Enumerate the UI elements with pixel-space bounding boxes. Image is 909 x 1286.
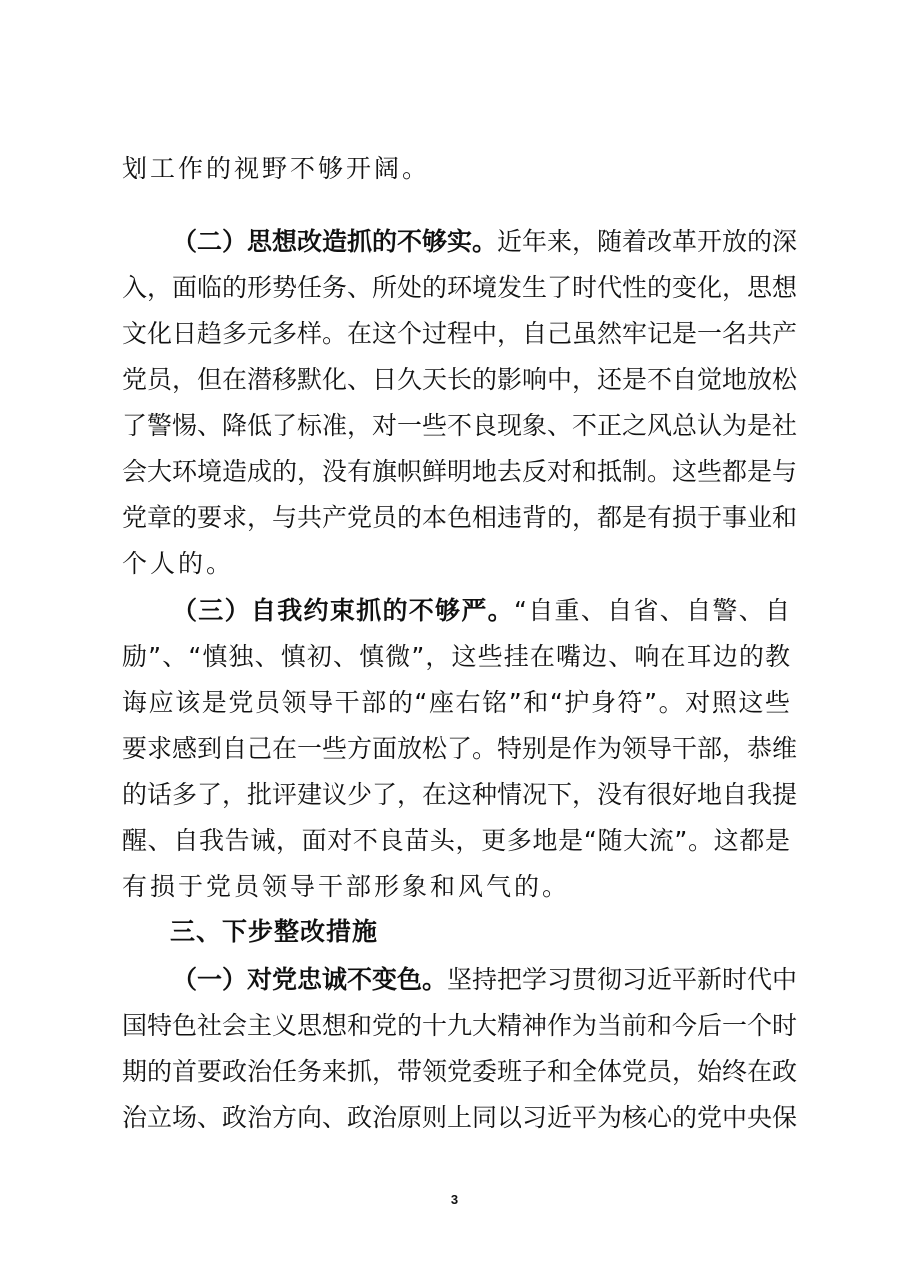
page-number: 3 [450, 1192, 459, 1207]
paragraph-line: 诲应该是党员领导干部的“座右铭”和“护身符”。对照这些 [122, 688, 790, 717]
section-heading: 三、下步整改措施 [170, 917, 379, 946]
paragraph-text: 近年来，随着改革开放的深 [497, 227, 798, 256]
paragraph-line: 醒、自我告诫，面对不良苗头，更多地是“随大流”。这都是 [122, 826, 790, 855]
paragraph-line: 文化日趋多元多样。在这个过程中，自己虽然牢记是一名共产 [122, 319, 798, 348]
paragraph-line [172, 962, 798, 998]
paragraph-line: 国特色社会主义思想和党的十九大精神作为当前和今后一个时 [122, 1011, 798, 1040]
paragraph-line: 入，面临的形势任务、所处的环境发生了时代性的变化，思想 [122, 273, 798, 302]
paragraph-line: 励”、“慎独、慎初、慎微”，这些挂在嘴边、响在耳边的教 [122, 642, 790, 671]
paragraph-line: 个人的。 [122, 549, 235, 578]
paragraph-line [172, 593, 790, 629]
subsection-title: （一）对党忠诚不变色。 [172, 965, 448, 994]
paragraph-line: 党章的要求，与共产党员的本色相违背的，都是有损于事业和 [122, 503, 798, 532]
paragraph-line: 治立场、政治方向、政治原则上同以习近平为核心的党中央保 [122, 1103, 798, 1132]
paragraph-line [172, 224, 798, 260]
paragraph-line: 划工作的视野不够开阔。 [122, 154, 431, 183]
paragraph-line: 会大环境造成的，没有旗帜鲜明地去反对和抵制。这些都是与 [122, 457, 798, 486]
paragraph-line: 期的首要政治任务来抓，带领党委班子和全体党员，始终在政 [122, 1057, 798, 1086]
paragraph-line: 要求感到自己在一些方面放松了。特别是作为领导干部，恭维 [122, 734, 798, 763]
paragraph-line: 了警惕、降低了标准，对一些不良现象、不正之风总认为是社 [122, 411, 798, 440]
paragraph-text: 坚持把学习贯彻习近平新时代中 [447, 965, 798, 994]
paragraph-line: 的话多了，批评建议少了，在这种情况下，没有很好地自我提 [122, 780, 798, 809]
paragraph-line: 有损于党员领导干部形象和风气的。 [122, 872, 571, 901]
paragraph-text: “自重、自省、自警、自 [513, 596, 790, 625]
paragraph-line: 党员，但在潜移默化、日久天长的影响中，还是不自觉地放松 [122, 365, 798, 394]
subsection-title: （二）思想改造抓的不够实。 [172, 227, 498, 256]
subsection-title: （三）自我约束抓的不够严。 [172, 596, 514, 625]
